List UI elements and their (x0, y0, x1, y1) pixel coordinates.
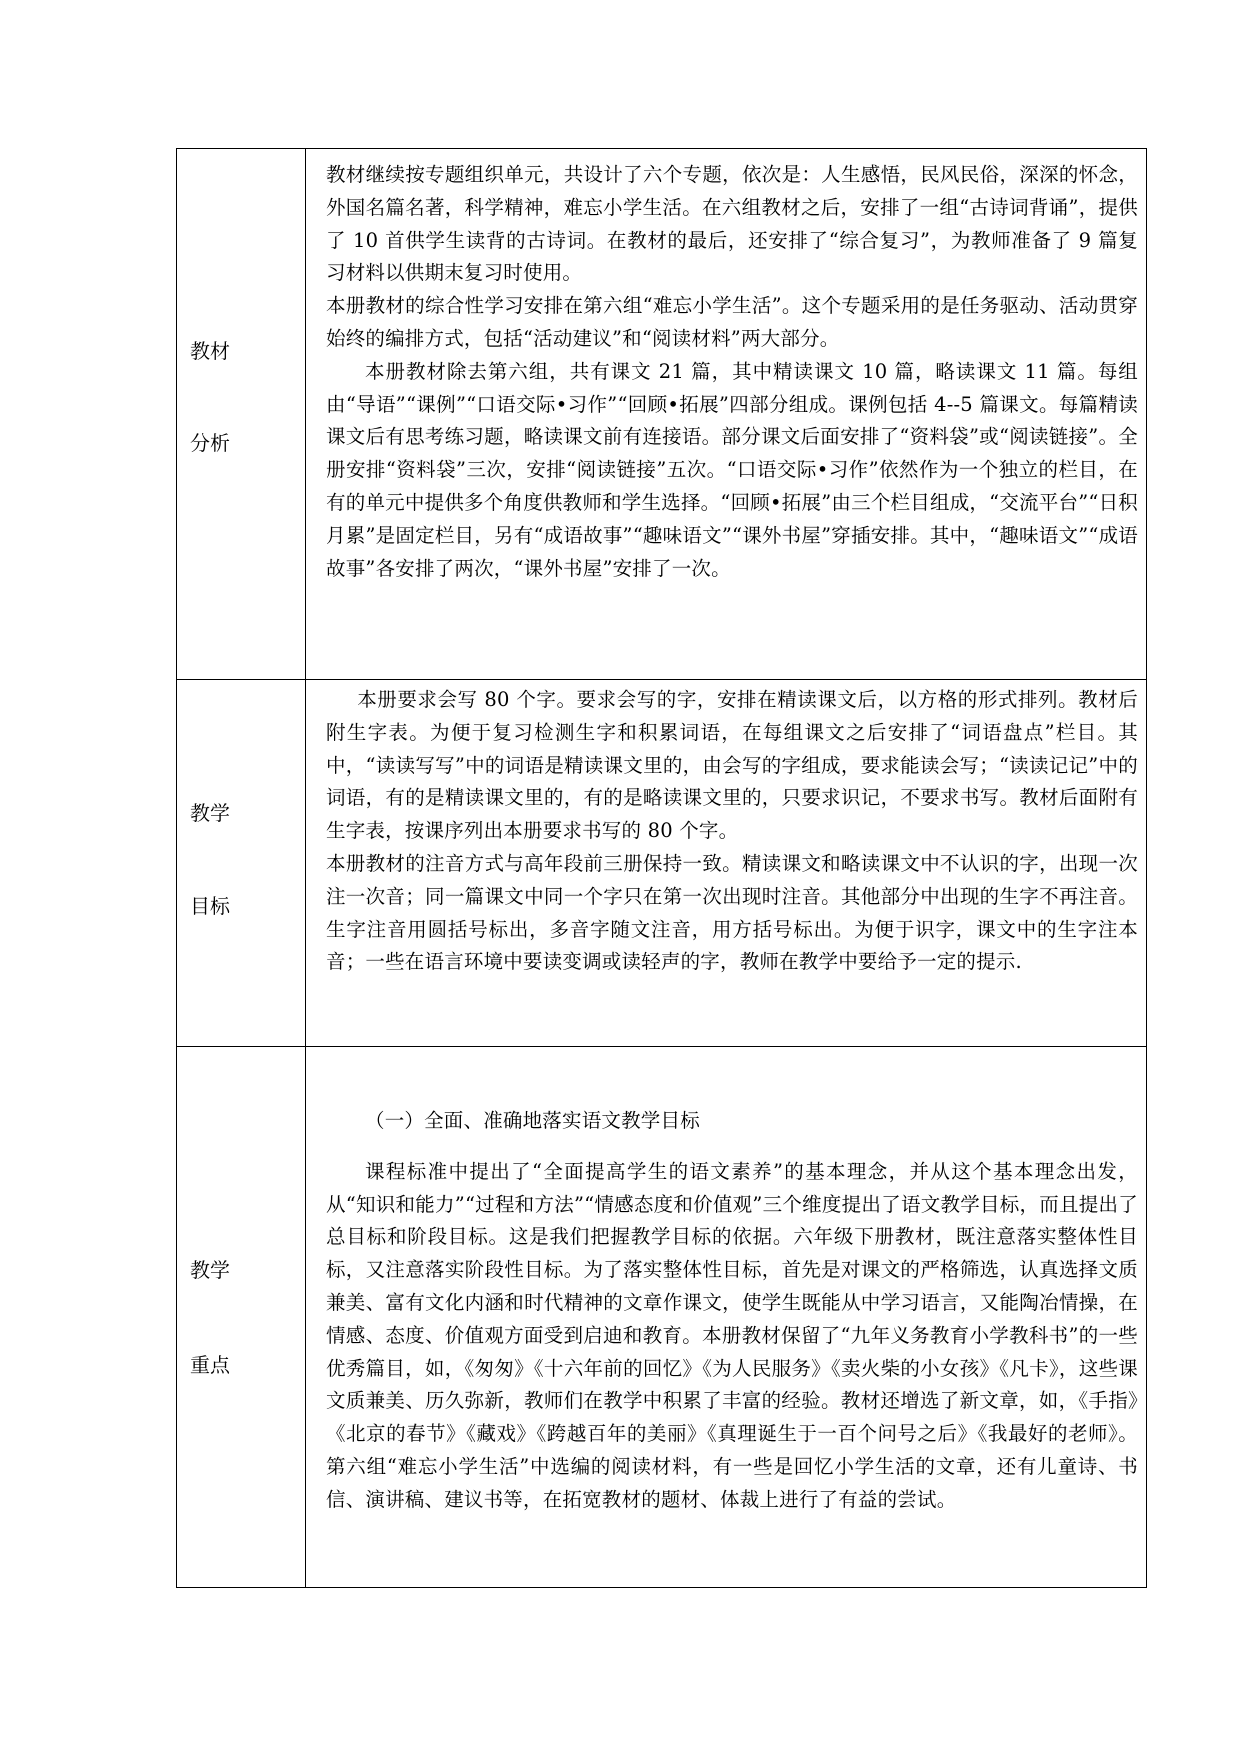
row-label-line: 重点 (190, 1353, 230, 1377)
row-label-cell (177, 149, 306, 680)
paragraph: 本册教材除去第六组，共有课文 21 篇，其中精读课文 10 篇，略读课文 11 篇。每组由“导语”“课例”“口语交际•习作”“回顾•拓展”四部分组成。课例包括 4--5 篇课文。每篇精读课文后有思考练习题，略读课文前有连接语。部分课文后面安排了“资料袋”或“阅读链接”。全册安排“资料袋”三次，安排“阅读链接”五次。“口语交际•习作”依然作为一个独立的栏目，在有的单元中提供多个角度供教师和学生选择。“回顾•拓展”由三个栏目组成，“交流平台”“日积月累”是固定栏目，另有“成语故事”“趣味语文”“课外书屋”穿插安排。其中，“趣味语文”“成语故事”各安排了两次，“课外书屋”安排了一次。 (326, 359, 1138, 580)
paragraph: 教材继续按专题组织单元，共设计了六个专题，依次是：人生感悟，民风民俗，深深的怀念，外国名篇名著，科学精神，难忘小学生活。在六组教材之后，安排了一组“古诗词背诵”，提供了 10 首供学生读背的古诗词。在教材的最后，还安排了“综合复习”，为教师准备了 9 篇复习材料以供期末复习时使用。 (326, 163, 1138, 285)
table-row (177, 1047, 1147, 1588)
row-content-cell (306, 1047, 1147, 1588)
plan-table (176, 148, 1147, 1588)
table-row (177, 680, 1147, 1047)
row-label-cell (177, 680, 306, 1047)
row-label-line: 分析 (190, 431, 230, 455)
row-label-line: 教学 (190, 801, 230, 825)
table-row (177, 149, 1147, 680)
paragraph: 本册教材的注音方式与高年段前三册保持一致。精读课文和略读课文中不认识的字，出现一次注一次音；同一篇课文中同一个字只在第一次出现时注音。其他部分中出现的生字不再注音。生字注音用圆括号标出，多音字随文注音，用方括号标出。为便于识字，课文中的生字注本音；一些在语言环境中要读变调或读轻声的字，教师在教学中要给予一定的提示. (326, 851, 1138, 974)
row-content (326, 684, 1138, 979)
row-content-cell (306, 680, 1147, 1047)
row-content (326, 159, 1138, 585)
row-content-cell (306, 149, 1147, 680)
row-label-line: 教学 (190, 1258, 230, 1282)
row-content (326, 1105, 1138, 1517)
row-label-cell (177, 1047, 306, 1588)
paragraph: 本册教材的综合性学习安排在第六组“难忘小学生活”。这个专题采用的是任务驱动、活动贯穿始终的编排方式，包括“活动建议”和“阅读材料”两大部分。 (326, 294, 1138, 350)
section-heading: （一）全面、准确地落实语文教学目标 (365, 1109, 700, 1132)
paragraph: 课程标准中提出了“全面提高学生的语文素养”的基本理念，并从这个基本理念出发，从“知识和能力”“过程和方法”“情感态度和价值观”三个维度提出了语文教学目标，而且提出了总目标和阶段目标。这是我们把握教学目标的依据。六年级下册教材，既注意落实整体性目标，又注意落实阶段性目标。为了落实整体性目标，首先是对课文的严格筛选，认真选择文质兼美、富有文化内涵和时代精神的文章作课文，使学生既能从中学习语言，又能陶冶情操，在情感、态度、价值观方面受到启迪和教育。本册教材保留了“九年义务教育小学教科书”的一些优秀篇目，如，《匆匆》《十六年前的回忆》《为人民服务》《卖火柴的小女孩》《凡卡》，这些课文质兼美、历久弥新，教师们在教学中积累了丰富的经验。教材还增选了新文章，如，《手指》《北京的春节》《藏戏》《跨越百年的美丽》《真理诞生于一百个问号之后》《我最好的老师》。第六组“难忘小学生活”中选编的阅读材料，有一些是回忆小学生活的文章，还有儿童诗、书信、演讲稿、建议书等，在拓宽教材的题材、体裁上进行了有益的尝试。 (326, 1159, 1138, 1511)
row-label-line: 教材 (190, 339, 230, 363)
paragraph: 本册要求会写 80 个字。要求会写的字，安排在精读课文后，以方格的形式排列。教材后附生字表。为便于复习检测生字和积累词语，在每组课文之后安排了“词语盘点”栏目。其中，“读读写写”中的词语是精读课文里的，由会写的字组成，要求能读会写；“读读记记”中的词语，有的是精读课文里的，有的是略读课文里的，只要求识记，不要求书写。教材后面附有生字表，按课序列出本册要求书写的 80 个字。 (326, 688, 1138, 843)
row-label-line: 目标 (190, 894, 230, 918)
